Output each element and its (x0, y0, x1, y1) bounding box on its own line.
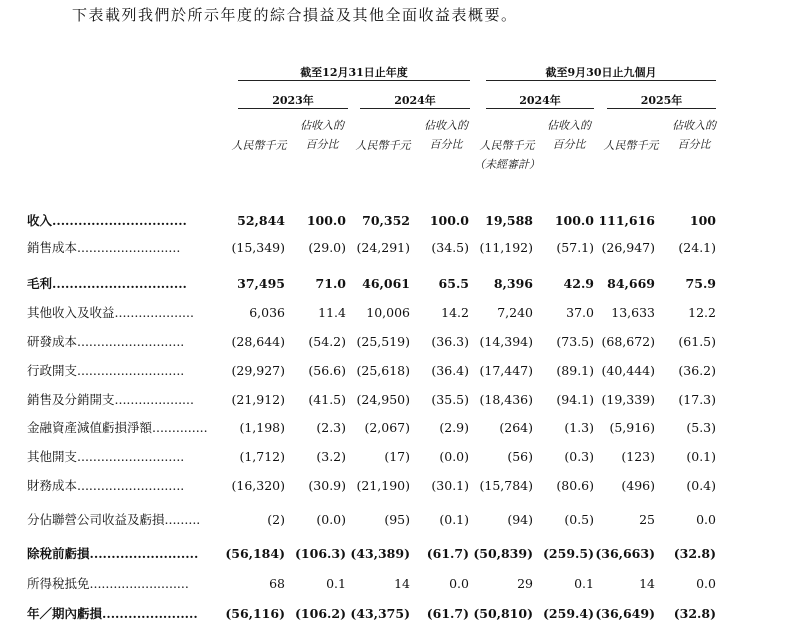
percent-cell: (61.7) (426, 546, 469, 561)
period-header-annual: 截至12月31日止年度 (300, 66, 408, 79)
percent-cell: 65.5 (438, 276, 469, 291)
percent-cell: (106.2) (295, 606, 346, 621)
percent-cell: 0.0 (696, 576, 716, 591)
amount-cell: (56) (507, 449, 533, 464)
row-label: 其他收入及收益.................... (27, 305, 194, 320)
amount-cell: 10,006 (366, 305, 410, 320)
year-header-2023: 2023年 (272, 94, 314, 107)
amount-cell: (50,839) (473, 546, 533, 561)
amount-cell: (24,291) (356, 240, 410, 255)
percent-cell: 100.0 (429, 213, 469, 228)
percent-cell: (29.0) (308, 240, 346, 255)
percent-cell: 42.9 (563, 276, 594, 291)
amount-cell: 70,352 (362, 213, 410, 228)
period-header-nine-months: 截至9月30日止九個月 (545, 66, 657, 79)
amount-cell: (56,116) (225, 606, 285, 621)
amount-cell: (56,184) (225, 546, 285, 561)
amount-cell: (36,663) (595, 546, 655, 561)
amount-cell: (15,784) (479, 478, 533, 493)
table-row (0, 476, 799, 496)
row-label: 銷售及分銷開支.................... (27, 392, 194, 407)
percent-cell: (2.3) (316, 420, 346, 435)
year-header-2024: 2024年 (394, 94, 436, 107)
percent-cell: 37.0 (566, 305, 594, 320)
percent-cell: (0.1) (439, 512, 469, 527)
amount-cell: (2) (267, 512, 285, 527)
percent-cell: (61.7) (426, 606, 469, 621)
percent-cell: (56.6) (308, 363, 346, 378)
amount-cell: (95) (384, 512, 410, 527)
amount-cell: (25,519) (356, 334, 410, 349)
table-row (0, 447, 799, 467)
amount-cell: (28,644) (231, 334, 285, 349)
percent-cell: (36.2) (678, 363, 716, 378)
table-row (0, 418, 799, 438)
column-header-line2: 百分比 (305, 138, 339, 151)
amount-cell: (40,444) (601, 363, 655, 378)
column-header-line2: 百分比 (429, 138, 463, 151)
percent-cell: (73.5) (556, 334, 594, 349)
year-rule-2024-nine-months (486, 108, 594, 109)
amount-cell: 46,061 (362, 276, 410, 291)
percent-cell: (41.5) (308, 392, 346, 407)
amount-cell: (14,394) (479, 334, 533, 349)
row-label: 所得稅抵免......................... (27, 576, 189, 591)
column-header-line2: （未經審計） (474, 158, 540, 171)
intro-text: 下表載列我們於所示年度的綜合損益及其他全面收益表概要。 (72, 6, 518, 24)
amount-cell: (43,375) (350, 606, 410, 621)
amount-cell: 7,240 (497, 305, 533, 320)
amount-cell: 68 (269, 576, 285, 591)
column-header-line1: 佔收入的 (547, 119, 591, 132)
percent-cell: (24.1) (678, 240, 716, 255)
table-row (0, 303, 799, 323)
amount-cell: (68,672) (601, 334, 655, 349)
percent-cell: (36.3) (431, 334, 469, 349)
percent-cell: 100 (689, 213, 716, 228)
amount-cell: (17) (384, 449, 410, 464)
amount-cell: (264) (499, 420, 533, 435)
column-header-line1: 人民幣千元 (479, 139, 535, 152)
percent-cell: (80.6) (556, 478, 594, 493)
amount-cell: (24,950) (356, 392, 410, 407)
percent-cell: 75.9 (685, 276, 716, 291)
row-label: 年／期內虧損...................... (27, 606, 198, 621)
table-row (0, 574, 799, 594)
amount-cell: (16,320) (231, 478, 285, 493)
amount-cell: 6,036 (249, 305, 285, 320)
amount-cell: 14 (394, 576, 410, 591)
column-header-line1: 人民幣千元 (231, 139, 287, 152)
amount-cell: 37,495 (237, 276, 285, 291)
row-label: 金融資產減值虧損淨額.............. (27, 420, 208, 435)
amount-cell: 8,396 (493, 276, 533, 291)
row-label: 研發成本........................... (27, 334, 185, 349)
percent-cell: (0.4) (686, 478, 716, 493)
percent-cell: (0.1) (686, 449, 716, 464)
amount-cell: (18,436) (479, 392, 533, 407)
table-row (0, 510, 799, 530)
amount-cell: (21,190) (356, 478, 410, 493)
amount-cell: (25,618) (356, 363, 410, 378)
amount-cell: (36,649) (595, 606, 655, 621)
table-row (0, 211, 799, 231)
period-rule-annual (238, 80, 470, 81)
percent-cell: 100.0 (554, 213, 594, 228)
percent-cell: (0.0) (439, 449, 469, 464)
amount-cell: (21,912) (231, 392, 285, 407)
percent-cell: 0.1 (574, 576, 594, 591)
percent-cell: (32.8) (673, 546, 716, 561)
amount-cell: 29 (517, 576, 533, 591)
percent-cell: (30.9) (308, 478, 346, 493)
table-row (0, 238, 799, 258)
percent-cell: 0.1 (326, 576, 346, 591)
row-label: 毛利............................... (27, 276, 187, 291)
percent-cell: (94.1) (556, 392, 594, 407)
percent-cell: (0.5) (564, 512, 594, 527)
percent-cell: (57.1) (556, 240, 594, 255)
percent-cell: (259.4) (543, 606, 594, 621)
percent-cell: (30.1) (431, 478, 469, 493)
column-header-line2: 百分比 (677, 138, 711, 151)
percent-cell: (2.9) (439, 420, 469, 435)
percent-cell: (54.2) (308, 334, 346, 349)
row-label: 銷售成本.......................... (27, 240, 181, 255)
column-header-line1: 佔收入的 (424, 119, 468, 132)
percent-cell: (5.3) (686, 420, 716, 435)
row-label: 其他開支........................... (27, 449, 185, 464)
column-header (654, 118, 734, 152)
amount-cell: (2,067) (364, 420, 410, 435)
percent-cell: 0.0 (696, 512, 716, 527)
amount-cell: (19,339) (601, 392, 655, 407)
amount-cell: 111,616 (598, 213, 655, 228)
percent-cell: (61.5) (678, 334, 716, 349)
percent-cell: (3.2) (316, 449, 346, 464)
amount-cell: (50,810) (473, 606, 533, 621)
amount-cell: (496) (621, 478, 655, 493)
percent-cell: (89.1) (556, 363, 594, 378)
percent-cell: (0.3) (564, 449, 594, 464)
percent-cell: (32.8) (673, 606, 716, 621)
column-header-line1: 人民幣千元 (355, 139, 411, 152)
amount-cell: 14 (639, 576, 655, 591)
percent-cell: (36.4) (431, 363, 469, 378)
percent-cell: 12.2 (688, 305, 716, 320)
table-row (0, 361, 799, 381)
amount-cell: 25 (639, 512, 655, 527)
table-row (0, 390, 799, 410)
percent-cell: 0.0 (449, 576, 469, 591)
percent-cell: 71.0 (315, 276, 346, 291)
column-header-line1: 佔收入的 (672, 119, 716, 132)
column-header-line2: 百分比 (552, 138, 586, 151)
amount-cell: (5,916) (609, 420, 655, 435)
row-label: 除稅前虧損......................... (27, 546, 199, 561)
column-header-line1: 人民幣千元 (603, 139, 659, 152)
amount-cell: 13,633 (611, 305, 655, 320)
row-label: 財務成本........................... (27, 478, 185, 493)
amount-cell: (94) (507, 512, 533, 527)
amount-cell: (17,447) (479, 363, 533, 378)
amount-cell: (43,389) (350, 546, 410, 561)
table-row (0, 274, 799, 294)
percent-cell: (0.0) (316, 512, 346, 527)
percent-cell: (1.3) (564, 420, 594, 435)
percent-cell: (34.5) (431, 240, 469, 255)
row-label: 分佔聯營公司收益及虧損......... (27, 512, 201, 527)
column-header-line1: 佔收入的 (300, 119, 344, 132)
table-row (0, 604, 799, 624)
percent-cell: (106.3) (295, 546, 346, 561)
table-row (0, 332, 799, 352)
amount-cell: 19,588 (485, 213, 533, 228)
amount-cell: 84,669 (607, 276, 655, 291)
amount-cell: (26,947) (601, 240, 655, 255)
percent-cell: 11.4 (318, 305, 346, 320)
row-label: 收入............................... (27, 213, 187, 228)
amount-cell: (11,192) (479, 240, 533, 255)
amount-cell: (15,349) (231, 240, 285, 255)
year-rule-2023 (238, 108, 348, 109)
percent-cell: (17.3) (678, 392, 716, 407)
period-rule-nine-months (486, 80, 716, 81)
amount-cell: (1,198) (239, 420, 285, 435)
amount-cell: (29,927) (231, 363, 285, 378)
year-header-2025: 2025年 (640, 94, 683, 107)
amount-cell: (1,712) (239, 449, 285, 464)
percent-cell: 100.0 (306, 213, 346, 228)
amount-cell: (123) (621, 449, 655, 464)
table-row (0, 544, 799, 564)
amount-cell: 52,844 (237, 213, 285, 228)
percent-cell: 14.2 (441, 305, 469, 320)
row-label: 行政開支........................... (27, 363, 185, 378)
percent-cell: (259.5) (543, 546, 594, 561)
percent-cell: (35.5) (431, 392, 469, 407)
year-header-2024-nine-months: 2024年 (519, 94, 561, 107)
year-rule-2024 (360, 108, 470, 109)
year-rule-2025 (607, 108, 716, 109)
